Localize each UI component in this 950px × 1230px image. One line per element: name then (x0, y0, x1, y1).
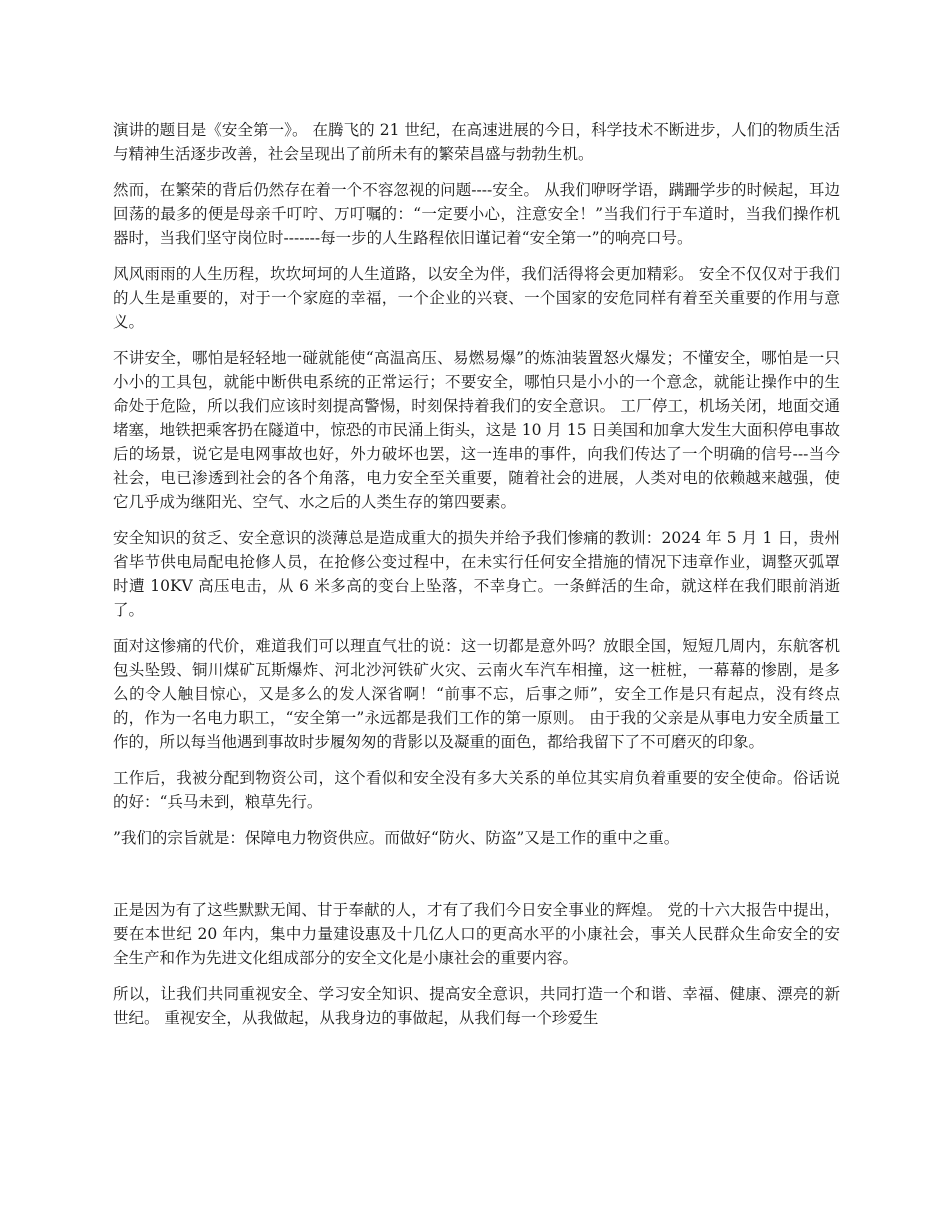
paragraph-7: 工作后，我被分配到物资公司，这个看似和安全没有多大关系的单位其实肩负着重要的安全使命。俗话说的好：“兵马未到，粮草先行。 (113, 769, 840, 811)
paragraph-3: 风风雨雨的人生历程，坎坎坷坷的人生道路，以安全为伴，我们活得将会更加精彩。 安全不仅仅对于我们的人生是重要的，对于一个家庭的幸福，一个企业的兴衰、一个国家的安危同样有着至关重要的作用与意义。 (113, 265, 840, 331)
paragraph-5: 安全知识的贫乏、安全意识的淡薄总是造成重大的损失并给予我们惨痛的教训：2024 年 5 月 1 日，贵州省毕节供电局配电抢修人员，在抢修公变过程中，在未实行任何安全措施的情况下违章作业，调整灭弧罩时遭 10KV 高压电击，从 6 米多高的变台上坠落，不幸身亡。一条鲜活的生命，就这样在我们眼前消逝了。 (113, 529, 840, 619)
paragraph-6: 面对这惨痛的代价，难道我们可以理直气壮的说：这一切都是意外吗？放眼全国，短短几周内，东航客机包头坠毁、铜川煤矿瓦斯爆炸、河北沙河铁矿火灾、云南火车汽车相撞，这一桩桩，一幕幕的惨剧，是多么的令人触目惊心，又是多么的发人深省啊！“前事不忘，后事之师”，安全工作是只有起点，没有终点的，作为一名电力职工，“安全第一”永远都是我们工作的第一原则。 由于我的父亲是从事电力安全质量工作的，所以每当他遇到事故时步履匆匆的背影以及凝重的面色，都给我留下了不可磨灭的印象。 (113, 637, 840, 751)
paragraph-8: ”我们的宗旨就是：保障电力物资供应。而做好“防火、防盗”又是工作的重中之重。 (113, 829, 680, 847)
paragraph-10: 所以，让我们共同重视安全、学习安全知识、提高安全意识，共同打造一个和谐、幸福、健康、漂亮的新世纪。 重视安全，从我做起，从我身边的事做起，从我们每一个珍爱生 (113, 985, 840, 1027)
paragraph-4: 不讲安全，哪怕是轻轻地一碰就能使“高温高压、易燃易爆”的炼油装置怒火爆发；不懂安全，哪怕是一只小小的工具包，就能中断供电系统的正常运行；不要安全，哪怕只是小小的一个意念，就能让操作中的生命处于危险，所以我们应该时刻提高警惕，时刻保持着我们的安全意识。 工厂停工，机场关闭，地面交通堵塞，地铁把乘客扔在隧道中，惊恐的市民涌上街头，这是 10 月 15 日美国和加拿大发生大面积停电事故后的场景，说它是电网事故也好，外力破坏也罢，这一连串的事件，向我们传达了一个明确的信号---当今社会，电已渗透到社会的各个角落，电力安全至关重要，随着社会的进展，人类对电的依赖越来越强，使它几乎成为继阳光、空气、水之后的人类生存的第四要素。 (113, 349, 840, 511)
paragraph-1: 演讲的题目是《安全第一》。 在腾飞的 21 世纪，在高速进展的今日，科学技术不断进步，人们的物质生活与精神生活逐步改善，社会呈现出了前所未有的繁荣昌盛与勃勃生机。 (113, 121, 840, 163)
paragraph-9: 正是因为有了这些默默无闻、甘于奉献的人，才有了我们今日安全事业的辉煌。 党的十六大报告中提出，要在本世纪 20 年内，集中力量建设惠及十几亿人口的更高水平的小康社会，事关人民群众生命安全的安全生产和作为先进文化组成部分的安全文化是小康社会的重要内容。 (113, 901, 840, 967)
document-body (113, 118, 840, 1042)
paragraph-2: 然而，在繁荣的背后仍然存在着一个不容忽视的问题----安全。 从我们咿呀学语，蹒跚学步的时候起，耳边回荡的最多的便是母亲千叮咛、万叮嘱的：“一定要小心，注意安全！”当我们行于车道时，当我们操作机器时，当我们坚守岗位时-------每一步的人生路程依旧谨记着“安全第一”的响亮口号。 (113, 181, 840, 247)
